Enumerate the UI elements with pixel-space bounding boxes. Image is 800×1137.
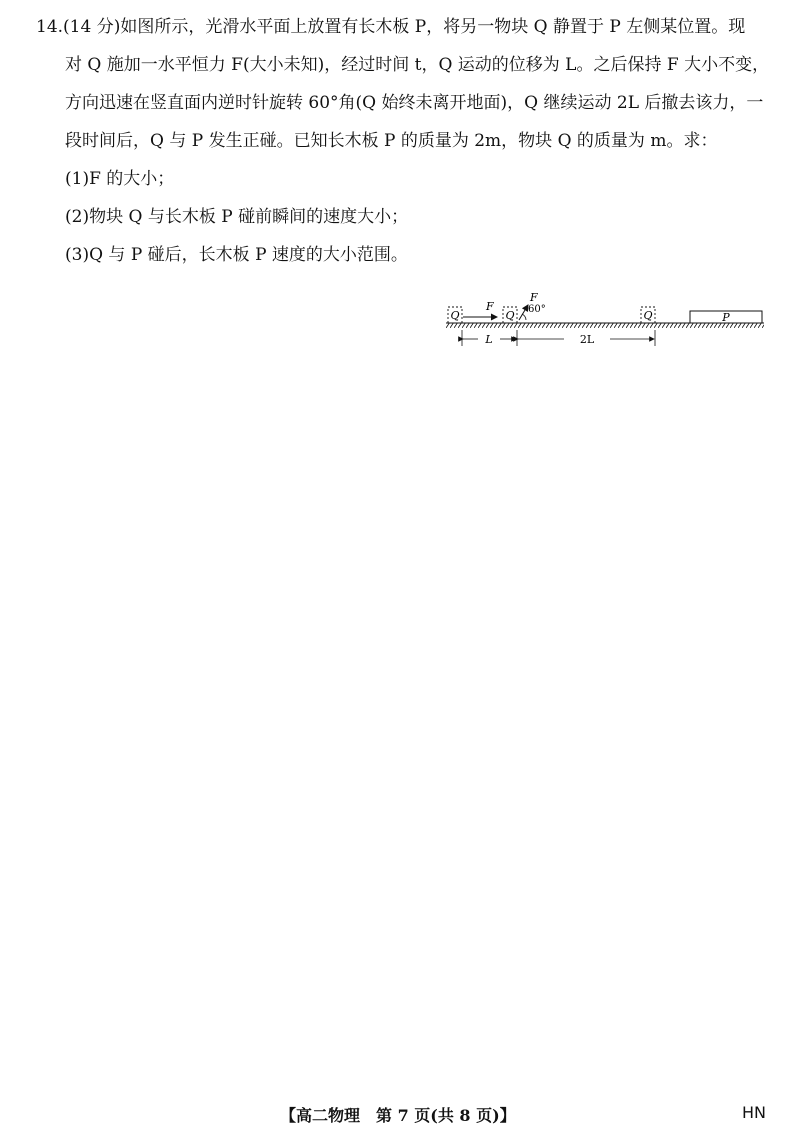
block-q-end-label: Q — [643, 309, 653, 322]
force2-label: F — [530, 292, 538, 304]
problem-number: 14. — [36, 17, 64, 37]
dist1-label: L — [485, 333, 493, 346]
rotated-force-arrow — [519, 292, 546, 320]
angle-label: 60° — [528, 304, 546, 315]
question-3: (3)Q 与 P 碰后，长木板 P 速度的大小范围。 — [65, 245, 408, 265]
horizontal-force-arrow — [463, 300, 497, 317]
block-q-mid-label: Q — [505, 309, 515, 322]
board-p — [690, 311, 762, 324]
problem-line-1 — [36, 8, 776, 46]
page-footer — [0, 1103, 800, 1127]
problem-line-3: 方向迅速在竖直面内逆时针旋转 60°角(Q 始终未离开地面)，Q 继续运动 2L 后撤去该力，一 — [65, 93, 764, 113]
problem-line-2: 对 Q 施加一水平恒力 F(大小未知)，经过时间 t，Q 运动的位移为 L。之后保持 F 大小不变， — [65, 55, 770, 75]
ground — [446, 323, 764, 328]
dimension-l — [462, 330, 517, 346]
footer-region-code: HN — [742, 1103, 766, 1122]
question-1: (1)F 的大小； — [65, 169, 175, 189]
block-q-end — [641, 307, 655, 323]
footer-page-info: 【高二物理 第 7 页(共 8 页)】 — [280, 1106, 516, 1125]
block-q-start-label: Q — [450, 309, 460, 322]
force-label: F — [486, 300, 494, 313]
block-q-start — [448, 307, 462, 323]
question-2: (2)物块 Q 与长木板 P 碰前瞬间的速度大小； — [65, 207, 409, 227]
dist2-label: 2L — [579, 333, 595, 346]
board-p-label: P — [722, 311, 730, 324]
problem-14 — [36, 8, 776, 274]
problem-text-1: 如图所示，光滑水平面上放置有长木板 P，将另一物块 Q 静置于 P 左侧某位置。现 — [120, 17, 746, 37]
problem-line-4: 段时间后，Q 与 P 发生正碰。已知长木板 P 的质量为 2m，物块 Q 的质量为 m。求： — [65, 131, 718, 151]
block-q-mid — [503, 307, 517, 323]
problem-points: (14 分) — [63, 17, 121, 37]
physics-figure — [442, 292, 768, 350]
dimension-2l — [518, 330, 655, 346]
